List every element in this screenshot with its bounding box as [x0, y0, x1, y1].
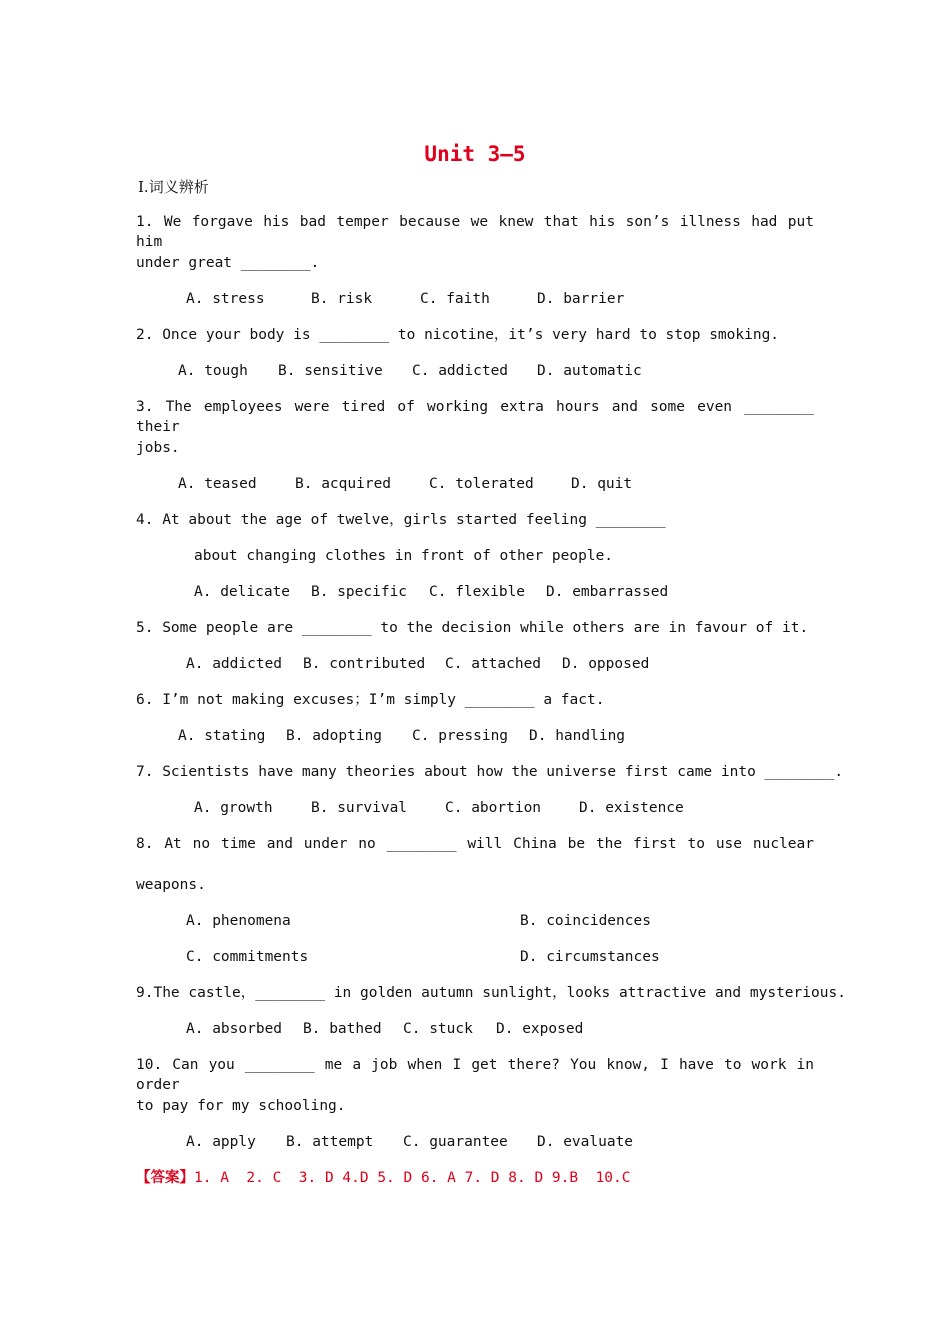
- question-2-option-d: D. automatic: [537, 363, 642, 379]
- question-1-line-2: under great ________.: [136, 255, 320, 271]
- question-10-line-2: to pay for my schooling.: [136, 1098, 346, 1114]
- question-1-option-b: B. risk: [311, 291, 373, 307]
- question-7-option-d: D. existence: [579, 800, 684, 816]
- question-8-line-1: 8. At no time and under no ________ will China be the first to use nuclear: [136, 836, 814, 852]
- question-3-option-d: D. quit: [571, 476, 633, 492]
- question-1-option-c: C. faith: [420, 291, 490, 307]
- question-4-line-1: 4. At about the age of twelve，girls started feeling ________: [136, 512, 666, 528]
- question-1-line-1: 1. We forgave his bad temper because we knew that his son’s illness had put him: [136, 214, 814, 250]
- question-8-option-b: B. coincidences: [520, 913, 651, 929]
- question-4-option-b: B. specific: [311, 584, 408, 600]
- question-9-option-c: C. stuck: [403, 1021, 473, 1037]
- question-8-option-d: D. circumstances: [520, 949, 660, 965]
- question-5-option-a: A. addicted: [186, 656, 283, 672]
- answer-text: 1. A 2. C 3. D 4.D 5. D 6. A 7. D 8. D 9.B 10.C: [194, 1170, 631, 1186]
- question-2-line-1: 2. Once your body is ________ to nicotine，it’s very hard to stop smoking.: [136, 327, 780, 343]
- question-9-option-b: B. bathed: [303, 1021, 382, 1037]
- question-5-option-d: D. opposed: [562, 656, 650, 672]
- question-6-option-a: A. stating: [178, 728, 266, 744]
- question-10-option-a: A. apply: [186, 1134, 256, 1150]
- question-4-option-a: A. delicate: [194, 584, 291, 600]
- question-6-option-b: B. adopting: [286, 728, 383, 744]
- answer-tag: 【答案】: [136, 1170, 194, 1186]
- question-10-line-1: 10. Can you ________ me a job when I get there? You know, I have to work in order: [136, 1057, 814, 1093]
- question-9-option-a: A. absorbed: [186, 1021, 283, 1037]
- section-heading: Ⅰ.词义辨析: [138, 178, 209, 196]
- question-3-option-b: B. acquired: [295, 476, 392, 492]
- question-1-option-d: D. barrier: [537, 291, 625, 307]
- question-10-option-c: C. guarantee: [403, 1134, 508, 1150]
- question-5-option-c: C. attached: [445, 656, 542, 672]
- question-7-option-a: A. growth: [194, 800, 273, 816]
- question-6-line-1: 6. I’m not making excuses；I’m simply ________ a fact.: [136, 692, 605, 708]
- question-3-line-2: jobs.: [136, 440, 180, 456]
- question-2-option-a: A. tough: [178, 363, 248, 379]
- question-4-line-2: about changing clothes in front of other people.: [194, 548, 614, 564]
- question-7-option-b: B. survival: [311, 800, 408, 816]
- question-9-line-1: 9.The castle，________ in golden autumn sunlight，looks attractive and mysterious.: [136, 985, 846, 1001]
- question-2-option-b: B. sensitive: [278, 363, 383, 379]
- answer-key: [136, 1166, 631, 1187]
- question-3-option-c: C. tolerated: [429, 476, 534, 492]
- question-6-option-c: C. pressing: [412, 728, 509, 744]
- question-8-option-a: A. phenomena: [186, 913, 291, 929]
- question-5-line-1: 5. Some people are ________ to the decision while others are in favour of it.: [136, 620, 809, 636]
- question-9-option-d: D. exposed: [496, 1021, 584, 1037]
- question-8-option-c: C. commitments: [186, 949, 309, 965]
- question-6-option-d: D. handling: [529, 728, 626, 744]
- question-3-option-a: A. teased: [178, 476, 257, 492]
- question-4-option-d: D. embarrassed: [546, 584, 669, 600]
- question-7-option-c: C. abortion: [445, 800, 542, 816]
- question-7-line-1: 7. Scientists have many theories about how the universe first came into ________.: [136, 764, 844, 780]
- page-title: Unit 3—5: [424, 142, 526, 166]
- question-4-option-c: C. flexible: [429, 584, 526, 600]
- question-10-option-b: B. attempt: [286, 1134, 374, 1150]
- question-3-line-1: 3. The employees were tired of working extra hours and some even ________ their: [136, 399, 814, 435]
- question-5-option-b: B. contributed: [303, 656, 426, 672]
- question-10-option-d: D. evaluate: [537, 1134, 634, 1150]
- question-1-option-a: A. stress: [186, 291, 265, 307]
- question-2-option-c: C. addicted: [412, 363, 509, 379]
- question-8-line-2: weapons.: [136, 877, 206, 893]
